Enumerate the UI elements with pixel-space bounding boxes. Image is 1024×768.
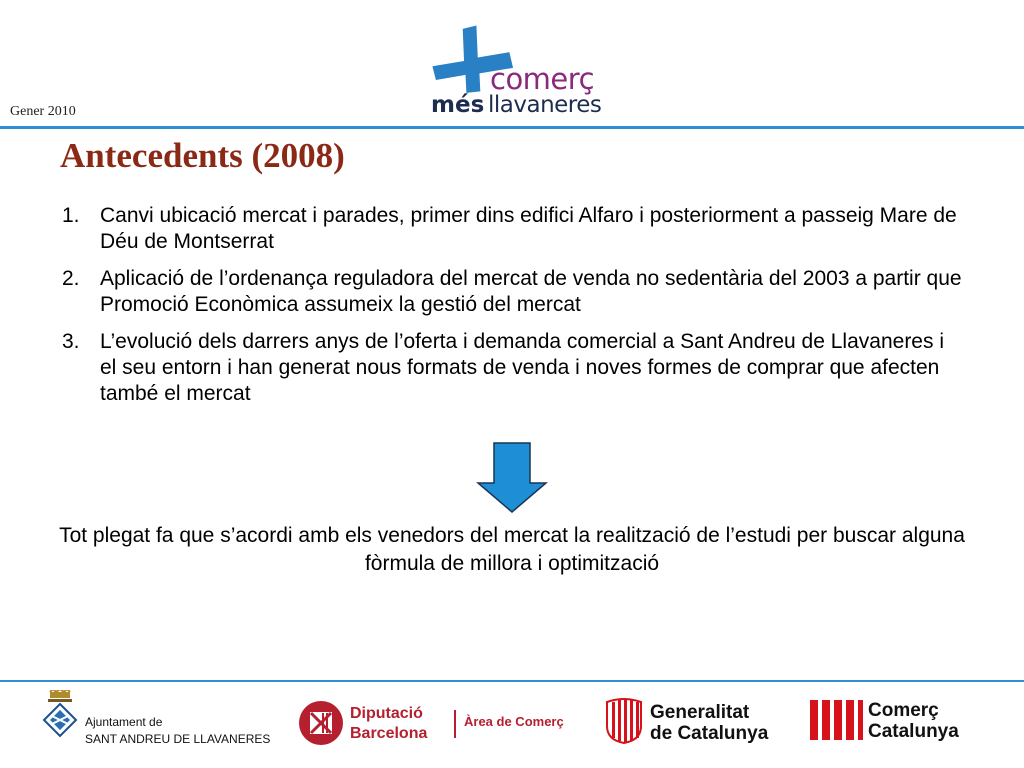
list-item-number: 1. — [62, 204, 80, 227]
diputacio-barcelona-logo — [298, 690, 588, 760]
down-arrow-icon — [475, 442, 549, 514]
list-item-number: 2. — [62, 267, 80, 290]
diputacio-separator — [454, 710, 456, 738]
antecedents-list — [62, 203, 962, 418]
senyera-shield-icon — [605, 698, 643, 744]
list-item-text: Canvi ubicació mercat i parades, primer dins edifici Alfaro i posteriorment a passeig Mare de Déu de Montserrat — [100, 204, 957, 253]
list-item — [62, 329, 962, 407]
list-item-number: 3. — [62, 330, 80, 353]
list-item — [62, 266, 962, 318]
logo-mes-text: més — [431, 92, 485, 118]
logo-llavaneres-text: llavaneres — [488, 92, 602, 118]
comerc-catalunya-line2: Catalunya — [868, 721, 959, 742]
conclusion-text: Tot plegat fa que s’acordi amb els venedors del mercat la realització de l’estudi per buscar alguna fòrmula de millora i optimització — [59, 524, 965, 575]
comerc-catalunya-line1: Comerç — [868, 700, 939, 721]
diputacio-line2: Barcelona — [350, 725, 428, 742]
date-label: Gener 2010 — [10, 104, 76, 119]
list-item — [62, 203, 962, 255]
slide-title: Antecedents (2008) — [60, 136, 345, 175]
footer-divider — [0, 680, 1024, 682]
list-item-text: Aplicació de l’ordenança reguladora del mercat de venda no sedentària del 2003 a partir que Promoció Econòmica assumeix la gestió del mercat — [100, 267, 962, 316]
ajuntament-line2: SANT ANDREU DE LLAVANERES — [85, 732, 271, 746]
catalunya-bars-icon — [810, 700, 864, 742]
list-item-text: L’evolució dels darrers anys de l’oferta i demanda comercial a Sant Andreu de Llavaneres i el seu entorn i han generat nous formats de venda i noves formes de comprar que afecten també el mercat — [100, 330, 944, 405]
diputacio-line1: Diputació — [350, 705, 423, 722]
ajuntament-logo — [40, 690, 290, 760]
logo-comerc-text: comerç — [490, 62, 595, 96]
coat-of-arms-icon — [40, 690, 80, 758]
diputacio-area: Àrea de Comerç — [464, 714, 564, 729]
generalitat-line2: de Catalunya — [650, 723, 769, 744]
mes-comerc-llavaneres-logo — [428, 22, 608, 122]
generalitat-line1: Generalitat — [650, 702, 750, 723]
ajuntament-line1: Ajuntament de — [85, 715, 163, 729]
generalitat-logo — [605, 690, 785, 760]
diputacio-seal-icon — [298, 700, 344, 746]
comerc-catalunya-logo — [810, 690, 990, 760]
header-divider — [0, 126, 1024, 129]
